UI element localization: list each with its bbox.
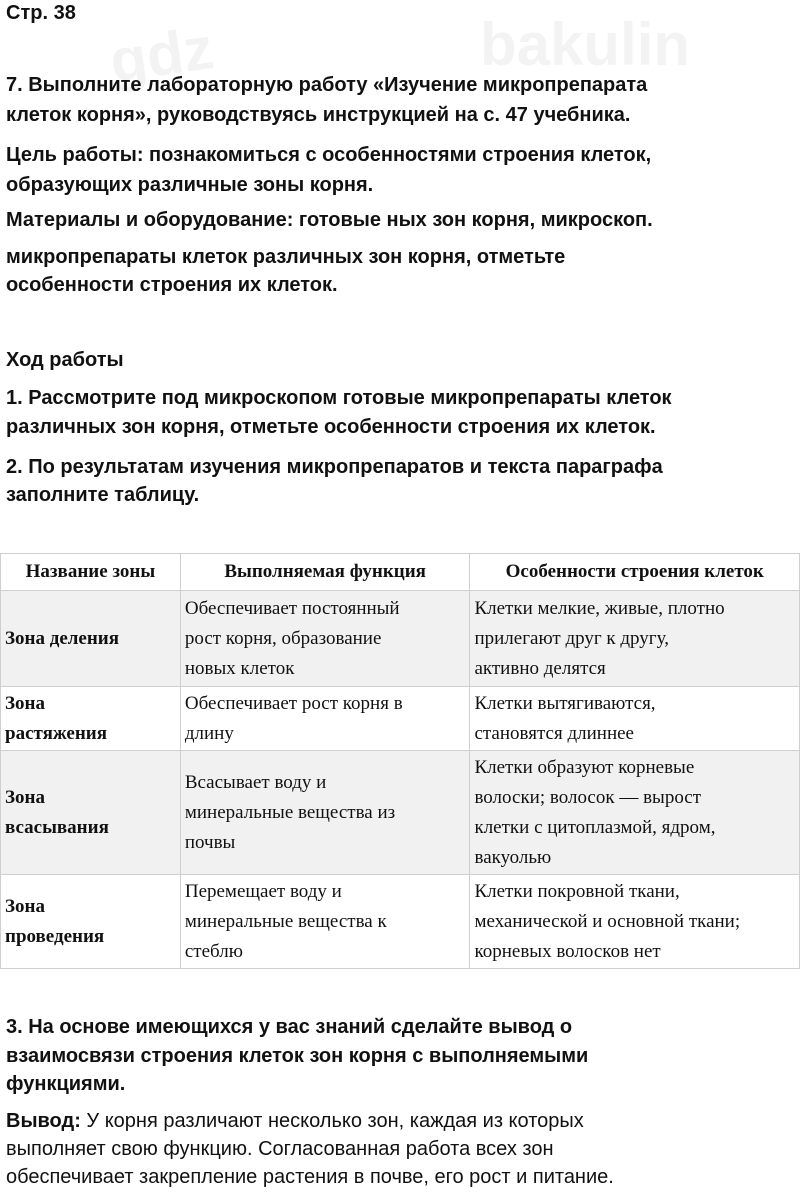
function-cell: Обеспечивает рост корня в длину xyxy=(180,687,470,751)
step-3-line-1: 3. На основе имеющихся у вас знаний сделайте вывод о xyxy=(6,1016,573,1038)
materials-cont-line-2: особенности строения их клеток. xyxy=(6,274,338,296)
features-cell: Клетки образуют корневые волоски; волосок — вырост клетки с цитоплазмой, ядром, вакуолью xyxy=(470,751,800,875)
table-row xyxy=(1,591,800,687)
function-cell: Всасывает воду и минеральные вещества из почвы xyxy=(180,751,470,875)
watermark-bakulin xyxy=(480,10,690,79)
conclusion-line-3: обеспечивает закрепление растения в почве, его рост и питание. xyxy=(6,1166,614,1188)
procedure-heading: Ход работы xyxy=(6,349,124,371)
step-1-line-1: 1. Рассмотрите под микроскопом готовые микропрепараты клеток xyxy=(6,387,672,409)
header-function: Выполняемая функция xyxy=(180,554,470,591)
step-2-line-2: заполните таблицу. xyxy=(6,484,200,506)
page-number: Стр. 38 xyxy=(6,2,76,24)
features-cell: Клетки покровной ткани, механической и основной ткани; корневых волосков нет xyxy=(470,875,800,969)
step-3-line-3: функциями. xyxy=(6,1073,126,1095)
step-2-line-1: 2. По результатам изучения микропрепаратов и текста параграфа xyxy=(6,456,663,478)
header-cell-features: Особенности строения клеток xyxy=(470,554,800,591)
materials-cont-line-1: микропрепараты клеток различных зон корня, отметьте xyxy=(6,246,566,268)
features-cell: Клетки вытягиваются, становятся длиннее xyxy=(470,687,800,751)
goal-line-1: Цель работы: познакомиться с особенностями строения клеток, xyxy=(6,144,652,166)
function-cell: Обеспечивает постоянный рост корня, образование новых клеток xyxy=(180,591,470,687)
table-row xyxy=(1,687,800,751)
function-cell: Перемещает воду и минеральные вещества к стеблю xyxy=(180,875,470,969)
conclusion-line-2: выполняет свою функцию. Согласованная работа всех зон xyxy=(6,1138,554,1160)
zone-name-cell: Зона деления xyxy=(1,591,181,687)
materials-line: Материалы и оборудование: готовые ных зон корня, микроскоп. xyxy=(6,209,653,231)
zone-name-cell: Зона растяжения xyxy=(1,687,181,751)
step-3-line-2: взаимосвязи строения клеток зон корня с выполняемыми xyxy=(6,1045,589,1067)
conclusion-line-1 xyxy=(6,1106,584,1136)
table-row xyxy=(1,875,800,969)
step-1-line-2: различных зон корня, отметьте особенности строения их клеток. xyxy=(6,416,656,438)
goal-line-2: образующих различные зоны корня. xyxy=(6,174,374,196)
zone-name-cell: Зона проведения xyxy=(1,875,181,969)
root-zones-table xyxy=(0,553,800,969)
conclusion-text-1: У корня различают несколько зон, каждая из которых xyxy=(80,1110,584,1132)
features-cell: Клетки мелкие, живые, плотно прилегают друг к другу, активно делятся xyxy=(470,591,800,687)
zone-name-cell: Зона всасывания xyxy=(1,751,181,875)
header-zone-name: Название зоны xyxy=(1,554,181,591)
table-row xyxy=(1,751,800,875)
table-header-row xyxy=(1,554,800,591)
task-7-line-2: клеток корня», руководствуясь инструкцией на с. 47 учебника. xyxy=(6,104,631,126)
conclusion-label: Вывод: xyxy=(6,1110,81,1132)
task-7-line-1: 7. Выполните лабораторную работу «Изучение микропрепарата xyxy=(6,74,648,96)
